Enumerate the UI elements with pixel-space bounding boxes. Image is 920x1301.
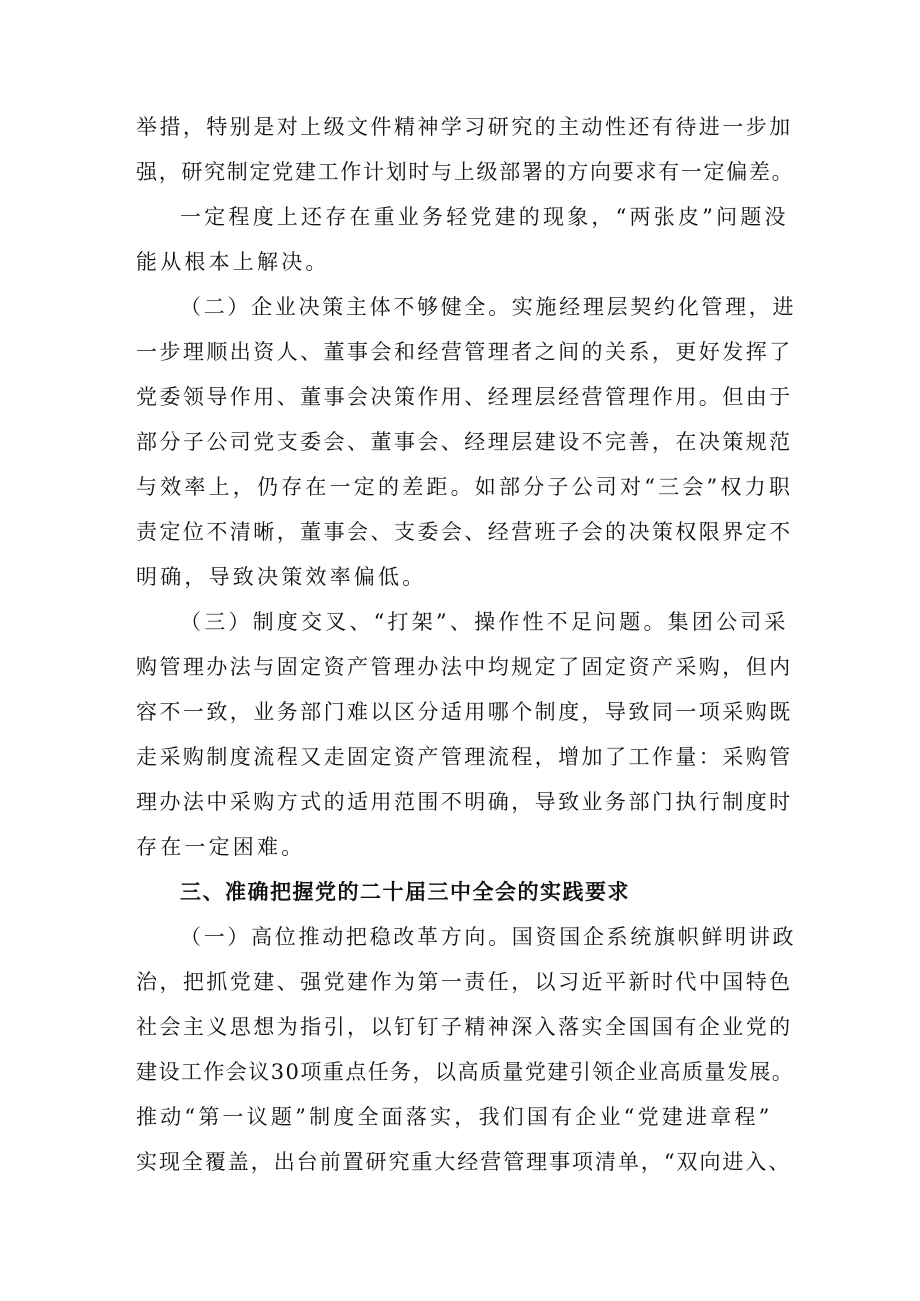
paragraph-start-line: 一定程度上还存在重业务轻党建的现象，“两张皮”问题没 — [180, 205, 789, 229]
text-line: 建设工作会议30项重点任务，以高质量党建引领企业高质量发展。 — [136, 1060, 795, 1084]
text-line: 实现全覆盖，出台前置研究重大经营管理事项清单，“双向进入、 — [136, 1150, 792, 1174]
text-line: 部分子公司党支委会、董事会、经理层建设不完善，在决策规范 — [136, 430, 793, 454]
text-line: 治，把抓党建、强党建作为第一责任，以习近平新时代中国特色 — [136, 970, 793, 994]
paragraph-start-line: （一）高位推动把稳改革方向。国资国企系统旗帜鲜明讲政 — [180, 925, 797, 949]
document-body — [136, 105, 796, 1185]
text-line: 与效率上，仍存在一定的差距。如部分子公司对“三会”权力职 — [136, 475, 794, 499]
text-line: 能从根本上解决。 — [136, 250, 330, 274]
text-line: 党委领导作用、董事会决策作用、经理层经营管理作用。但由于 — [136, 385, 793, 409]
paragraph-start-line: （三）制度交叉、“打架”、操作性不足问题。集团公司采 — [180, 610, 789, 634]
text-line: 容不一致，业务部门难以区分适用哪个制度，导致同一项采购既 — [136, 700, 793, 724]
text-line: 社会主义思想为指引，以钉钉子精神深入落实全国国有企业党的 — [136, 1015, 793, 1039]
text-line: 举措，特别是对上级文件精神学习研究的主动性还有待进一步加 — [136, 115, 793, 139]
text-line: 购管理办法与固定资产管理办法中均规定了固定资产采购，但内 — [136, 655, 793, 679]
text-line: 明确，导致决策效率偏低。 — [136, 565, 427, 589]
paragraph-start-line: （二）企业决策主体不够健全。实施经理层契约化管理，进 — [180, 295, 797, 319]
text-line: 走采购制度流程又走固定资产管理流程，增加了工作量：采购管 — [136, 745, 793, 769]
text-line: 推动“第一议题”制度全面落实，我们国有企业“党建进章程” — [136, 1105, 773, 1129]
text-line: 强，研究制定党建工作计划时与上级部署的方向要求有一定偏差。 — [136, 160, 795, 184]
section-heading: 三、准确把握党的二十届三中全会的实践要求 — [180, 880, 630, 904]
text-line: 理办法中采购方式的适用范围不明确，导致业务部门执行制度时 — [136, 790, 793, 814]
text-line: 一步理顺出资人、董事会和经营管理者之间的关系，更好发挥了 — [136, 340, 793, 364]
text-line: 责定位不清晰，董事会、支委会、经营班子会的决策权限界定不 — [136, 520, 793, 544]
text-line: 存在一定困难。 — [136, 835, 306, 859]
